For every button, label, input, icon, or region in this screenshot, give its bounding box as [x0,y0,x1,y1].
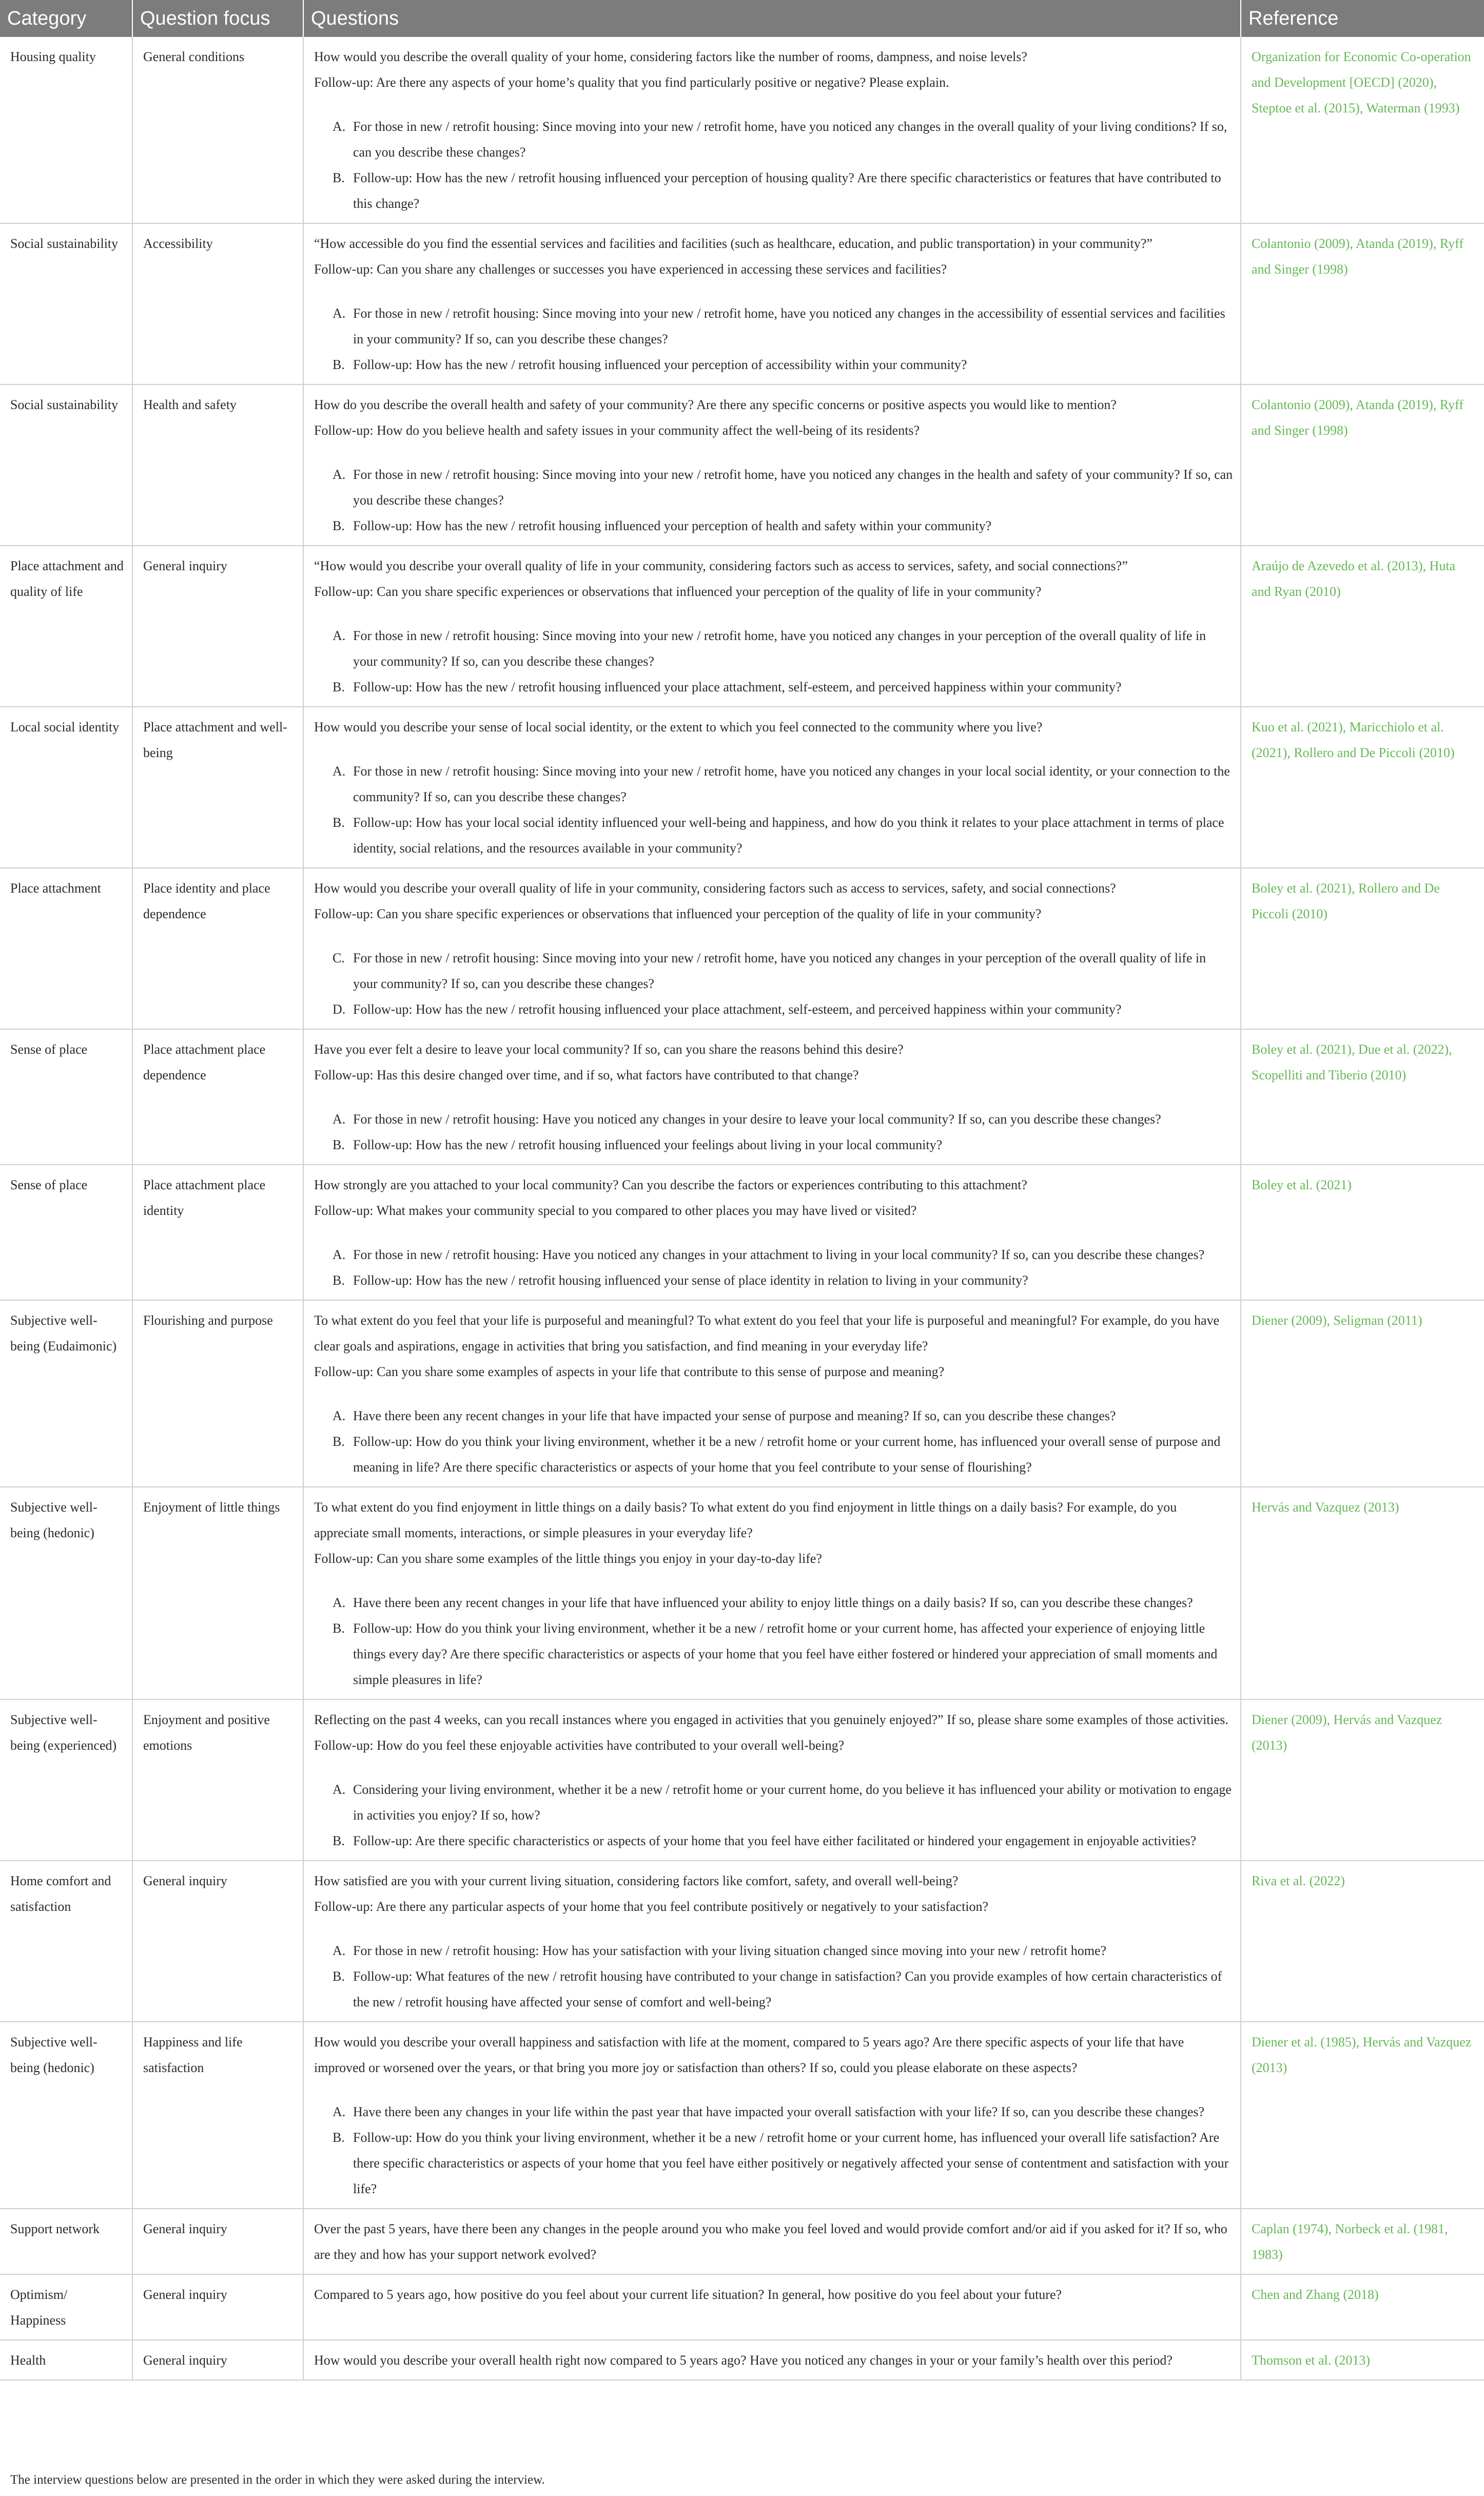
sub-question [314,1268,1233,1293]
question-spacer [314,95,1233,114]
question-focus-cell: Health and safety [132,384,303,546]
reference-cell: Kuo et al. (2021), Maricchiolo et al. (2021), Rollero and De Piccoli (2010) [1241,707,1484,868]
sub-question [314,301,1233,352]
reference-cell: Organization for Economic Co-operation and Development [OECD] (2020), Steptoe et al. (2015), Waterman (1993) [1241,37,1484,223]
category-cell: Social sustainability [0,223,132,384]
table-row [0,2209,1484,2274]
question-text: Follow-up: What makes your community special to you compared to other places you may have lived or visited? [314,1203,917,1218]
question-focus-cell: General inquiry [132,2274,303,2340]
sub-question-text: Follow-up: How has the new / retrofit housing influenced your perception of accessibility within your community? [353,357,967,372]
question-spacer [314,1224,1233,1242]
sub-question-label: A. [333,1943,346,1958]
question-spacer [314,443,1233,462]
question-spacer [314,1385,1233,1403]
sub-question [314,2099,1233,2125]
sub-question-label: B. [333,1833,345,1848]
questions-cell [303,1699,1241,1861]
category-cell: Social sustainability [0,384,132,546]
category-cell: Sense of place [0,1029,132,1165]
table-row [0,1699,1484,1861]
sub-question-text: For those in new / retrofit housing: Since moving into your new / retrofit home, have you noticed any changes in the health and safety of your community? If so, can you describe these changes? [353,467,1233,508]
sub-question-text: Follow-up: How do you think your living environment, whether it be a new / retrofit home or your current home, has influenced your overall sense of purpose and meaning in life? Are there specific characteristics or aspects of your home that you feel contribute to your sense of flourishing? [353,1434,1221,1475]
question-focus-cell: Place identity and place dependence [132,868,303,1029]
question-text: How strongly are you attached to your local community? Can you describe the factors or experiences contributing to this attachment? [314,1177,1027,1192]
table-body [0,37,1484,2380]
sub-question [314,1590,1233,1616]
question-text: Follow-up: Are there any particular aspects of your home that you feel contribute positively or negatively to your satisfaction? [314,1899,989,1914]
table-row [0,1029,1484,1165]
sub-question [314,513,1233,539]
question-spacer [314,740,1233,759]
sub-question-text: Follow-up: What features of the new / retrofit housing have contributed to your change in satisfaction? Can you provide examples of how certain characteristics of the new / retrofit housing have affected your sense of comfort and well-being? [353,1969,1222,2009]
question-text: Follow-up: Can you share any challenges or successes you have experienced in accessing these services and facilities? [314,262,947,277]
question-spacer [314,282,1233,301]
sub-question-label: C. [333,951,345,965]
questions-cell [303,2022,1241,2209]
question-focus-cell: Place attachment place dependence [132,1029,303,1165]
sub-question-text: Follow-up: How has the new / retrofit housing influenced your perception of health and safety within your community? [353,518,992,533]
table-row [0,2340,1484,2380]
category-cell: Health [0,2340,132,2380]
sub-question [314,462,1233,513]
sub-question-label: B. [333,1273,345,1288]
question-focus-cell: Flourishing and purpose [132,1300,303,1487]
sub-question-text: Considering your living environment, whether it be a new / retrofit home or your current home, do you believe it has influenced your ability or motivation to engage in activities you enjoy? If so, how? [353,1782,1232,1823]
table-row [0,2022,1484,2209]
question-text: Follow-up: Can you share some examples of the little things you enjoy in your day-to-day life? [314,1551,822,1566]
sub-question-text: Have there been any recent changes in your life that have impacted your sense of purpose and meaning? If so, can you describe these changes? [353,1408,1116,1423]
category-cell: Subjective well-being (Eudaimonic) [0,1300,132,1487]
sub-question-label: B. [333,680,345,694]
question-focus-cell: Place attachment place identity [132,1165,303,1300]
questions-cell [303,2274,1241,2340]
questions-cell [303,1165,1241,1300]
reference-cell: Diener (2009), Hervás and Vazquez (2013) [1241,1699,1484,1861]
question-text: Follow-up: Can you share specific experiences or observations that influenced your perception of the quality of life in your community? [314,584,1042,599]
table-row [0,1861,1484,2022]
question-text: Follow-up: Are there any aspects of your home’s quality that you find particularly positive or negative? Please explain. [314,75,949,90]
question-text: “How would you describe your overall quality of life in your community, considering factors such as access to services, safety, and social connections?” [314,558,1128,573]
sub-question-text: Follow-up: How do you think your living environment, whether it be a new / retrofit home or your current home, has influenced your overall life satisfaction? Are there specific characteristics or aspects of your home that you feel have either positively or negatively affected your sense of contentment and satisfaction with your life? [353,2130,1229,2196]
sub-question-text: For those in new / retrofit housing: Since moving into your new / retrofit home, have you noticed any changes in the accessibility of essential services and facilities in your community? If so, can you describe these changes? [353,306,1225,346]
sub-question [314,810,1233,861]
sub-question-label: B. [333,1969,345,1984]
table-row [0,707,1484,868]
question-text: To what extent do you feel that your life is purposeful and meaningful? To what extent do you feel that your life is purposeful and meaningful? For example, do you have clear goals and aspirations, engage in activities that bring you satisfaction, and find meaning in your everyday life? [314,1313,1220,1353]
category-cell: Support network [0,2209,132,2274]
sub-question-label: A. [333,1782,346,1797]
sub-question-text: Follow-up: How do you think your living environment, whether it be a new / retrofit home or your current home, has affected your experience of enjoying little things every day? Are there specific characteristics or aspects of your home that you feel have either fostered or hindered your appreciation of small moments and simple pleasures in life? [353,1621,1218,1687]
question-text: Follow-up: How do you believe health and safety issues in your community affect the well-being of its residents? [314,423,920,438]
question-text: Compared to 5 years ago, how positive do you feel about your current life situation? In general, how positive do you feel about your future? [314,2287,1062,2302]
question-text: Follow-up: How do you feel these enjoyable activities have contributed to your overall well-being? [314,1738,845,1753]
question-spacer [314,1088,1233,1107]
questions-cell [303,37,1241,223]
category-cell: Home comfort and satisfaction [0,1861,132,2022]
reference-cell: Hervás and Vazquez (2013) [1241,1487,1484,1699]
sub-question [314,1964,1233,2015]
question-text: Follow-up: Has this desire changed over time, and if so, what factors have contributed to that change? [314,1068,859,1082]
category-cell: Sense of place [0,1165,132,1300]
questions-cell [303,1861,1241,2022]
sub-question-label: A. [333,467,346,482]
sub-question [314,759,1233,810]
table-header [0,0,1484,37]
question-spacer [314,1920,1233,1938]
sub-question-label: B. [333,357,345,372]
sub-question [314,674,1233,700]
questions-cell [303,1487,1241,1699]
question-focus-cell: Enjoyment and positive emotions [132,1699,303,1861]
category-cell: Place attachment and quality of life [0,546,132,707]
sub-question-text: Follow-up: How has the new / retrofit housing influenced your place attachment, self-esteem, and perceived happiness within your community? [353,680,1122,694]
header-reference: Reference [1241,0,1484,37]
question-text: Follow-up: Can you share some examples of aspects in your life that contribute to this sense of purpose and meaning? [314,1364,945,1379]
sub-question-label: A. [333,119,346,134]
table-row [0,868,1484,1029]
question-focus-cell: General inquiry [132,2209,303,2274]
sub-question-text: For those in new / retrofit housing: Since moving into your new / retrofit home, have you noticed any changes in your perception of the overall quality of life in your community? If so, can you describe these changes? [353,628,1206,669]
question-text: How would you describe your sense of local social identity, or the extent to which you feel connected to the community where you live? [314,720,1043,734]
reference-cell: Boley et al. (2021), Rollero and De Piccoli (2010) [1241,868,1484,1029]
question-text: Reflecting on the past 4 weeks, can you recall instances where you engaged in activities that you genuinely enjoyed?” If so, please share some examples of those activities. [314,1712,1228,1727]
reference-cell: Riva et al. (2022) [1241,1861,1484,2022]
sub-question-text: Follow-up: How has the new / retrofit housing influenced your sense of place identity in relation to living in your community? [353,1273,1028,1288]
category-cell: Subjective well-being (experienced) [0,1699,132,1861]
sub-question-label: B. [333,170,345,185]
category-cell: Optimism/ Happiness [0,2274,132,2340]
reference-cell: Chen and Zhang (2018) [1241,2274,1484,2340]
questions-cell [303,1029,1241,1165]
sub-question [314,1938,1233,1964]
reference-cell: Araújo de Azevedo et al. (2013), Huta and Ryan (2010) [1241,546,1484,707]
sub-question [314,165,1233,217]
questions-cell [303,868,1241,1029]
sub-question [314,623,1233,674]
sub-question-text: For those in new / retrofit housing: Have you noticed any changes in your attachment to living in your local community? If so, can you describe these changes? [353,1247,1205,1262]
questions-cell [303,707,1241,868]
sub-question [314,1132,1233,1158]
sub-question-label: A. [333,1112,346,1127]
sub-question [314,1107,1233,1132]
table-row [0,384,1484,546]
question-focus-cell: General inquiry [132,2340,303,2380]
sub-question [314,2125,1233,2202]
sub-question-text: Follow-up: How has the new / retrofit housing influenced your place attachment, self-esteem, and perceived happiness within your community? [353,1002,1122,1017]
sub-question-label: A. [333,1595,346,1610]
reference-cell: Diener et al. (1985), Hervás and Vazquez (2013) [1241,2022,1484,2209]
sub-question-label: A. [333,628,346,643]
questions-cell [303,2209,1241,2274]
reference-cell: Caplan (1974), Norbeck et al. (1981, 1983) [1241,2209,1484,2274]
sub-question-text: Follow-up: How has the new / retrofit housing influenced your perception of housing quality? Are there specific characteristics or features that have contributed to this change? [353,170,1221,211]
question-focus-cell: Enjoyment of little things [132,1487,303,1699]
sub-question-text: For those in new / retrofit housing: How has your satisfaction with your living situation changed since moving into your new / retrofit home? [353,1943,1107,1958]
question-focus-cell: Happiness and life satisfaction [132,2022,303,2209]
sub-question-label: B. [333,518,345,533]
category-cell: Local social identity [0,707,132,868]
question-focus-cell: Accessibility [132,223,303,384]
sub-question [314,1429,1233,1480]
question-text: How do you describe the overall health and safety of your community? Are there any specific concerns or positive aspects you would like to mention? [314,397,1117,412]
sub-question-label: A. [333,2104,346,2119]
sub-question-text: Follow-up: How has the new / retrofit housing influenced your feelings about living in your local community? [353,1137,943,1152]
sub-question [314,114,1233,165]
question-spacer [314,605,1233,623]
reference-cell: Diener (2009), Seligman (2011) [1241,1300,1484,1487]
question-spacer [314,2081,1233,2099]
question-text: How would you describe your overall health right now compared to 5 years ago? Have you noticed any changes in your or your family’s health over this period? [314,2353,1173,2368]
table-row [0,2274,1484,2340]
category-cell: Housing quality [0,37,132,223]
question-focus-cell: General conditions [132,37,303,223]
header-question-focus: Question focus [132,0,303,37]
sub-question [314,1616,1233,1693]
sub-question-label: A. [333,764,346,779]
question-text: “How accessible do you find the essential services and facilities and facilities (such as healthcare, education, and public transportation) in your community?” [314,236,1153,251]
table-row [0,1487,1484,1699]
sub-question-text: For those in new / retrofit housing: Have you noticed any changes in your desire to leave your local community? If so, can you describe these changes? [353,1112,1161,1127]
sub-question [314,1828,1233,1854]
question-text: How would you describe your overall quality of life in your community, considering factors such as access to services, safety, and social connections? [314,881,1116,896]
question-text: Have you ever felt a desire to leave your local community? If so, can you share the reasons behind this desire? [314,1042,904,1057]
sub-question [314,945,1233,997]
table-row [0,223,1484,384]
table-row [0,37,1484,223]
sub-question-label: A. [333,1408,346,1423]
question-focus-cell: Place attachment and well-being [132,707,303,868]
category-cell: Subjective well-being (hedonic) [0,1487,132,1699]
table-row [0,546,1484,707]
category-cell: Place attachment [0,868,132,1029]
question-focus-cell: General inquiry [132,546,303,707]
reference-cell: Thomson et al. (2013) [1241,2340,1484,2380]
table-footnote: The interview questions below are presented in the order in which they were asked during the interview. [10,2473,545,2487]
sub-question-label: D. [333,1002,346,1017]
questions-cell [303,384,1241,546]
header-questions: Questions [303,0,1241,37]
header-category: Category [0,0,132,37]
sub-question [314,1242,1233,1268]
reference-cell: Boley et al. (2021) [1241,1165,1484,1300]
sub-question-label: B. [333,2130,345,2145]
sub-question [314,352,1233,378]
sub-question-text: For those in new / retrofit housing: Since moving into your new / retrofit home, have you noticed any changes in the overall quality of your living conditions? If so, can you describe these changes? [353,119,1227,160]
question-text: Follow-up: Can you share specific experiences or observations that influenced your perception of the quality of life in your community? [314,906,1042,921]
sub-question-text: Have there been any recent changes in your life that have influenced your ability to enjoy little things on a daily basis? If so, can you describe these changes? [353,1595,1193,1610]
sub-question [314,997,1233,1022]
sub-question [314,1777,1233,1828]
question-spacer [314,1758,1233,1777]
reference-cell: Colantonio (2009), Atanda (2019), Ryff and Singer (1998) [1241,384,1484,546]
sub-question-label: B. [333,1434,345,1449]
sub-question-text: Follow-up: Are there specific characteristics or aspects of your home that you feel have either facilitated or hindered your engagement in enjoyable activities? [353,1833,1197,1848]
sub-question [314,1403,1233,1429]
questions-cell [303,1300,1241,1487]
category-cell: Subjective well-being (hedonic) [0,2022,132,2209]
table-row [0,1165,1484,1300]
sub-question-label: B. [333,1621,345,1636]
questions-cell [303,223,1241,384]
sub-question-label: A. [333,306,346,321]
question-text: How would you describe your overall happiness and satisfaction with life at the moment, compared to 5 years ago? Are there specific aspects of your life that have improved or worsened over the years, or that bring you more joy or satisfaction than others? If so, could you please elaborate on these aspects? [314,2035,1184,2075]
reference-cell: Colantonio (2009), Atanda (2019), Ryff and Singer (1998) [1241,223,1484,384]
reference-cell: Boley et al. (2021), Due et al. (2022), Scopelliti and Tiberio (2010) [1241,1029,1484,1165]
question-focus-cell: General inquiry [132,1861,303,2022]
header-row [0,0,1484,37]
question-text: To what extent do you find enjoyment in little things on a daily basis? To what extent do you find enjoyment in little things on a daily basis? For example, do you appreciate small moments, interactions, or simple pleasures in your everyday life? [314,1500,1177,1540]
sub-question-text: Follow-up: How has your local social identity influenced your well-being and happiness, and how do you think it relates to your place attachment in terms of place identity, social relations, and the resources available in your community? [353,815,1224,856]
sub-question-label: B. [333,1137,345,1152]
sub-question-text: Have there been any changes in your life within the past year that have impacted your overall satisfaction with your life? If so, can you describe these changes? [353,2104,1205,2119]
sub-question-text: For those in new / retrofit housing: Since moving into your new / retrofit home, have you noticed any changes in your perception of the overall quality of life in your community? If so, can you describe these changes? [353,951,1206,991]
questions-cell [303,546,1241,707]
question-spacer [314,1572,1233,1590]
table-row [0,1300,1484,1487]
question-text: How would you describe the overall quality of your home, considering factors like the number of rooms, dampness, and noise levels? [314,49,1027,64]
questions-cell [303,2340,1241,2380]
sub-question-text: For those in new / retrofit housing: Since moving into your new / retrofit home, have you noticed any changes in your local social identity, or your connection to the community? If so, can you describe these changes? [353,764,1230,804]
question-text: Over the past 5 years, have there been any changes in the people around you who make you feel loved and would provide comfort and/or aid if you asked for it? If so, who are they and how has your support network evolved? [314,2221,1227,2262]
sub-question-label: A. [333,1247,346,1262]
question-text: How satisfied are you with your current living situation, considering factors like comfort, safety, and overall well-being? [314,1873,959,1888]
sub-question-label: B. [333,815,345,830]
question-spacer [314,927,1233,945]
